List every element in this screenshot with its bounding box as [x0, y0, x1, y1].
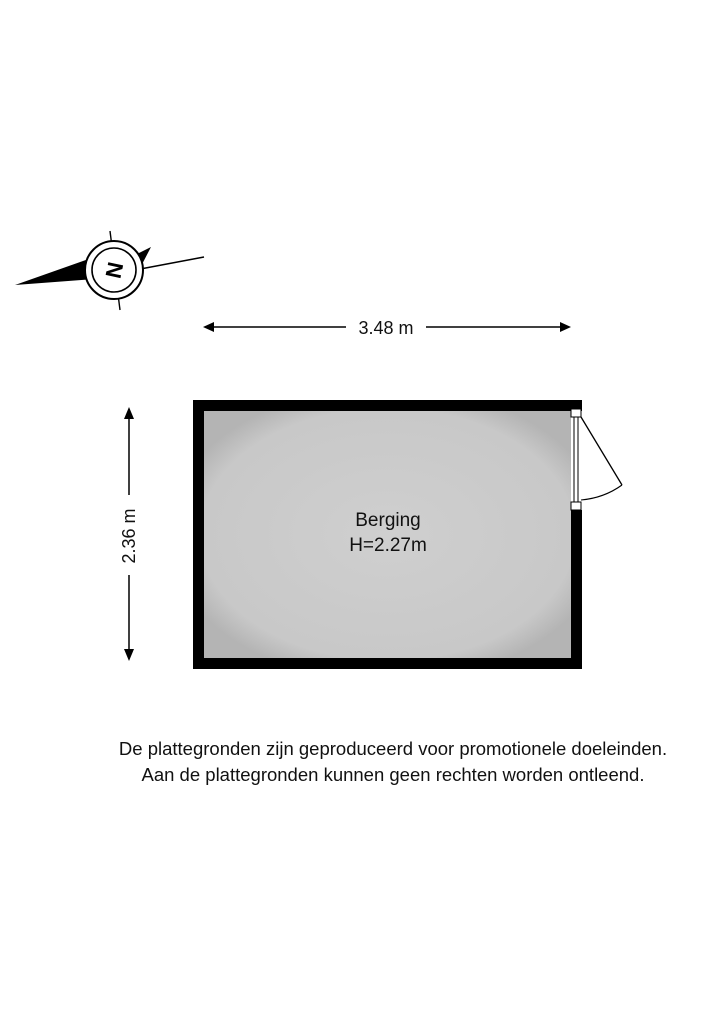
disclaimer-line-1: De plattegronden zijn geproduceerd voor promotionele doeleinden.	[118, 738, 668, 759]
door-swing-arc	[581, 485, 622, 500]
width-arrow-right-icon	[560, 322, 571, 332]
compass-north-letter: N	[100, 259, 129, 281]
door-jamb-top	[571, 409, 581, 417]
width-dimension-label: 3.48 m	[358, 318, 414, 338]
compass-icon	[15, 231, 204, 310]
height-dimension	[119, 407, 139, 661]
room-height-label: H=2.27m	[349, 535, 427, 556]
width-arrow-left-icon	[203, 322, 214, 332]
height-dimension-label: 2.36 m	[119, 508, 139, 564]
door-jamb-bottom	[571, 502, 581, 510]
compass-needle-north	[135, 257, 204, 270]
door-leaf	[581, 417, 622, 485]
height-arrow-bottom-icon	[124, 649, 134, 661]
door-opening	[571, 411, 582, 510]
disclaimer-line-2: Aan de plattegronden kunnen geen rechten worden ontleend.	[141, 764, 645, 785]
room-name-label: Berging	[355, 510, 421, 531]
room-berging	[193, 400, 622, 669]
width-dimension	[203, 318, 571, 338]
height-arrow-top-icon	[124, 407, 134, 419]
